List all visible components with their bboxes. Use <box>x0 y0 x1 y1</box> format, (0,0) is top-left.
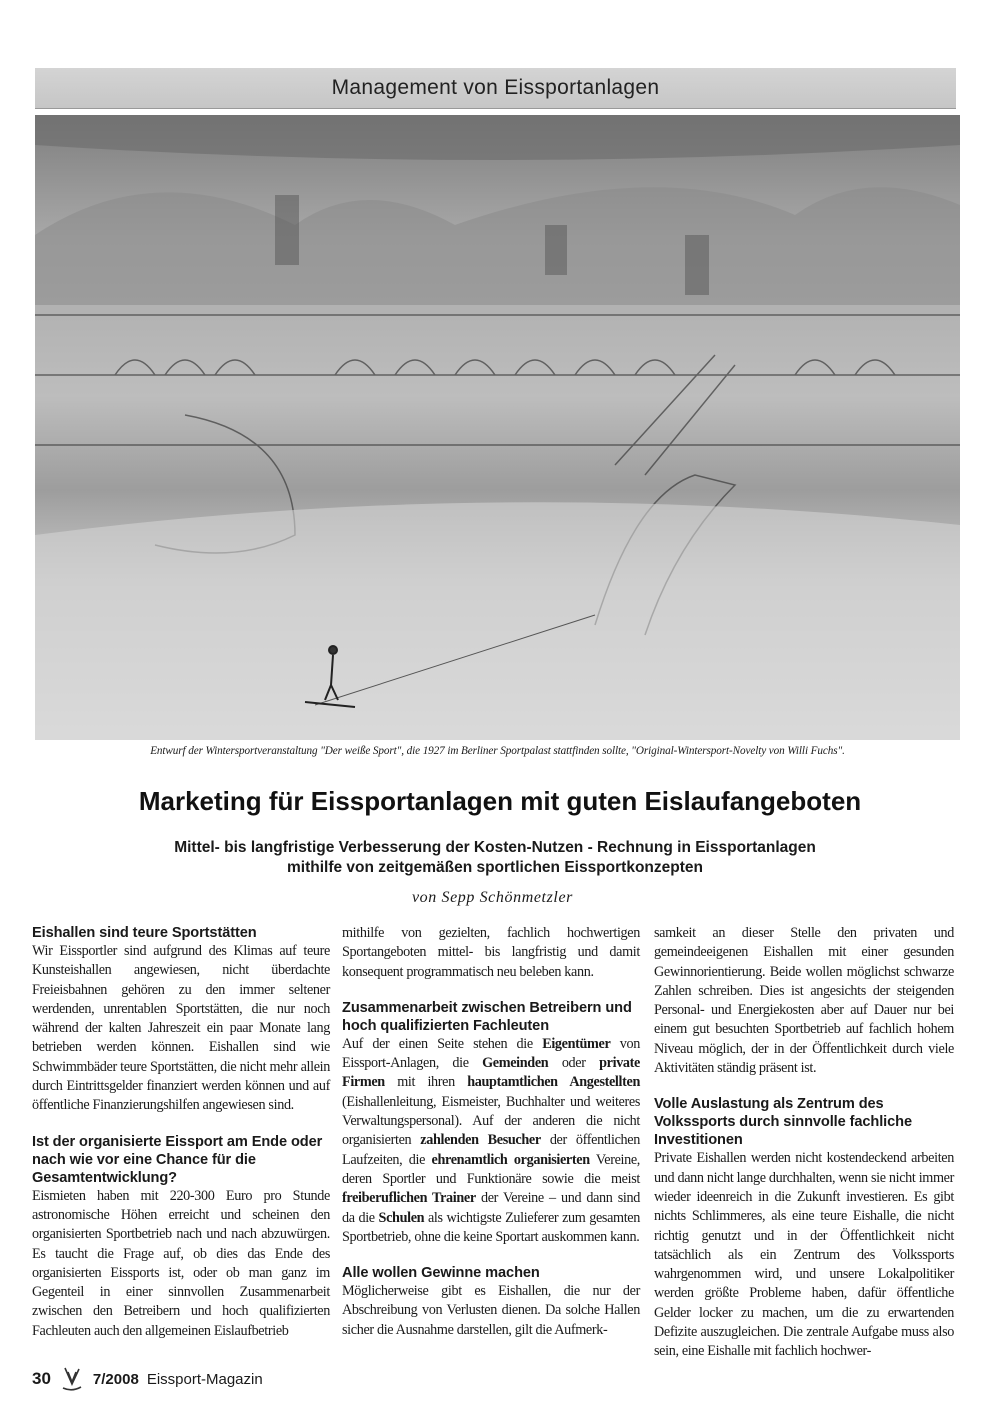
text-column-1 <box>32 924 330 1358</box>
body-text: Wir Eissportler sind aufgrund des Klimas auf teure Kunsteishallen angewiesen, nicht überdachte Freieisbahnen gehören zu den immer seltener werdenden, unrentablen Sportstätten, die nur noch während der kalten Jahreszeit ein paar Monate lang betrieben werden können. Eishallen sind wie Schwimmbäder teure Sportstätten, die nicht mehr allein durch Eintrittsgelder finanziert werden können und auf öffentliche Finanzierungshilfen angewiesen sind. <box>32 943 330 1114</box>
text-column-3 <box>654 924 954 1379</box>
body-text: der Vereine – und dann sind da die <box>342 1190 640 1226</box>
body-paragraph <box>654 1149 954 1361</box>
body-text: Möglicherweise gibt es Eishallen, die nur der Abschreibung von Verlusten dienen. Da solche Hallen sicher die Ausnahme darstellen, gilt die Aufmerk- <box>342 1283 640 1338</box>
text-column-2 <box>342 924 640 1357</box>
body-text: Private Eishallen werden nicht kostendeckend arbeiten und dann nicht lange durchhalten, wenn sie nicht immer wieder ideenreich in die Zukunft investieren. Es gibt nichts Schlimmeres, als eine teure Eishalle, die nicht richtig genutzt und in der Öffentlichkeit nicht tatsächlich als ein Zentrum des Volkssports wahrgenommen wird, und unsere Lokalpolitiker werden größte Probleme haben, dafür öffentliche Gelder locker zu machen, um die zu erwartenden Defizite auszugleichen. Die zentrale Aufgabe muss also sein, eine Eishalle mit fachlich hochwer- <box>654 1150 954 1360</box>
page-number: 30 <box>32 1369 51 1388</box>
emphasis-text: zahlenden Besucher <box>420 1132 541 1149</box>
body-paragraph <box>342 1035 640 1247</box>
section-header <box>35 68 956 109</box>
issue-number: 7/2008 <box>92 1370 139 1388</box>
article-title: Marketing für Eissportanlagen mit guten Eislaufangeboten <box>138 786 862 816</box>
section-title: Management von Eissportanlagen <box>331 76 660 99</box>
section-heading: Alle wollen Gewinne machen <box>342 1265 540 1282</box>
ice-arena-sketch <box>35 115 960 740</box>
emphasis-text: freiberuflichen Trainer <box>342 1190 476 1207</box>
body-paragraph <box>654 924 954 1078</box>
skater-logo-icon <box>59 1366 85 1392</box>
body-paragraph <box>32 942 330 1116</box>
article-subtitle <box>100 838 890 878</box>
page-footer <box>32 1366 263 1392</box>
subtitle-line: mithilfe von zeitgemäßen sportlichen Eissportkonzepten <box>287 859 703 876</box>
body-text: samkeit an dieser Stelle den privaten und gemeindeeigenen Eishallen mit einer gesunden Gewinnorientierung. Beide wollen möglichst schwarze Zahlen schreiben. Dies ist angesichts der steigenden Personal- und Energiekosten aber auf Dauer nur bei einem gut besuchten Sportbetrieb auf fachlich hohem Niveau möglich, der in der Öffentlichkeit durch viele Aktivitäten ständig präsent ist. <box>654 925 954 1077</box>
figure-caption: Entwurf der Wintersportveranstaltung "Der weiße Sport", die 1927 im Berliner Sportpalast stattfinden sollte, "Original-Wintersport-Novelty von Willi Fuchs". <box>150 745 845 757</box>
section-heading: Volle Auslastung als Zentrum des Volkssports durch sinnvolle fachliche Investitionen <box>654 1096 912 1149</box>
body-text: Vereine, deren Sportler und Funktionäre sowie die meist <box>342 1151 640 1187</box>
arena-illustration <box>35 115 960 740</box>
body-text: mit ihren <box>384 1074 468 1091</box>
emphasis-text: Gemeinden <box>482 1055 549 1072</box>
body-paragraph <box>32 1187 330 1341</box>
body-text: als wichtigste Zulieferer zum gesamten Sportbetrieb, ohne die keine Sportart auskommen kann. <box>342 1209 640 1245</box>
body-text: mithilfe von gezielten, fachlich hochwertigen Sportangeboten mittel- bis langfristig und damit konsequent programmatisch neu beleben kann. <box>342 925 640 980</box>
body-text: Eismieten haben mit 220-300 Euro pro Stunde astronomische Höhen erreicht und scheinen den organisierten Sportbetrieb nach und nach abzuwürgen. Es taucht die Frage auf, ob dies das Ende des organisierten Eissports ist, oder ob man ganz im Gegenteil in einer sinnvollen Zusammenarbeit zwischen den Betreibern und hoch qualifizierten Fachleuten auch den allgemeinen Eislaufbetrieb <box>32 1187 330 1339</box>
body-text: von Eissport-Anlagen, die <box>342 1035 641 1072</box>
emphasis-text: private Firmen <box>342 1055 640 1091</box>
body-text: Auf der einen Seite stehen die <box>342 1035 543 1052</box>
section-heading: Ist der organisierte Eissport am Ende oder nach wie vor eine Chance für die Gesamtentwicklung? <box>32 1133 323 1186</box>
body-text: der öffentlichen Laufzeiten, die <box>342 1132 640 1168</box>
byline: von Sepp Schönmetzler <box>411 889 573 906</box>
body-text: (Eishallenleitung, Eismeister, Buchhalter und weiteres Verwaltungspersonal). Auf der anderen die nicht organisierten <box>342 1093 640 1149</box>
section-heading: Zusammenarbeit zwischen Betreibern und hoch qualifizierten Fachleuten <box>342 999 632 1034</box>
section-heading: Eishallen sind teure Sportstätten <box>32 925 257 941</box>
emphasis-text: Schulen <box>378 1209 425 1226</box>
magazine-name: Eissport-Magazin <box>146 1370 263 1388</box>
emphasis-text: ehrenamtlich organisierten <box>431 1151 590 1168</box>
body-paragraph <box>342 1282 640 1340</box>
subtitle-line: Mittel- bis langfristige Verbesserung der Kosten-Nutzen - Rechnung in Eissportanlagen <box>174 839 816 856</box>
emphasis-text: Eigentümer <box>542 1035 611 1052</box>
body-paragraph <box>342 924 640 982</box>
body-text: oder <box>548 1055 600 1072</box>
emphasis-text: hauptamtlichen Angestellten <box>467 1074 640 1091</box>
